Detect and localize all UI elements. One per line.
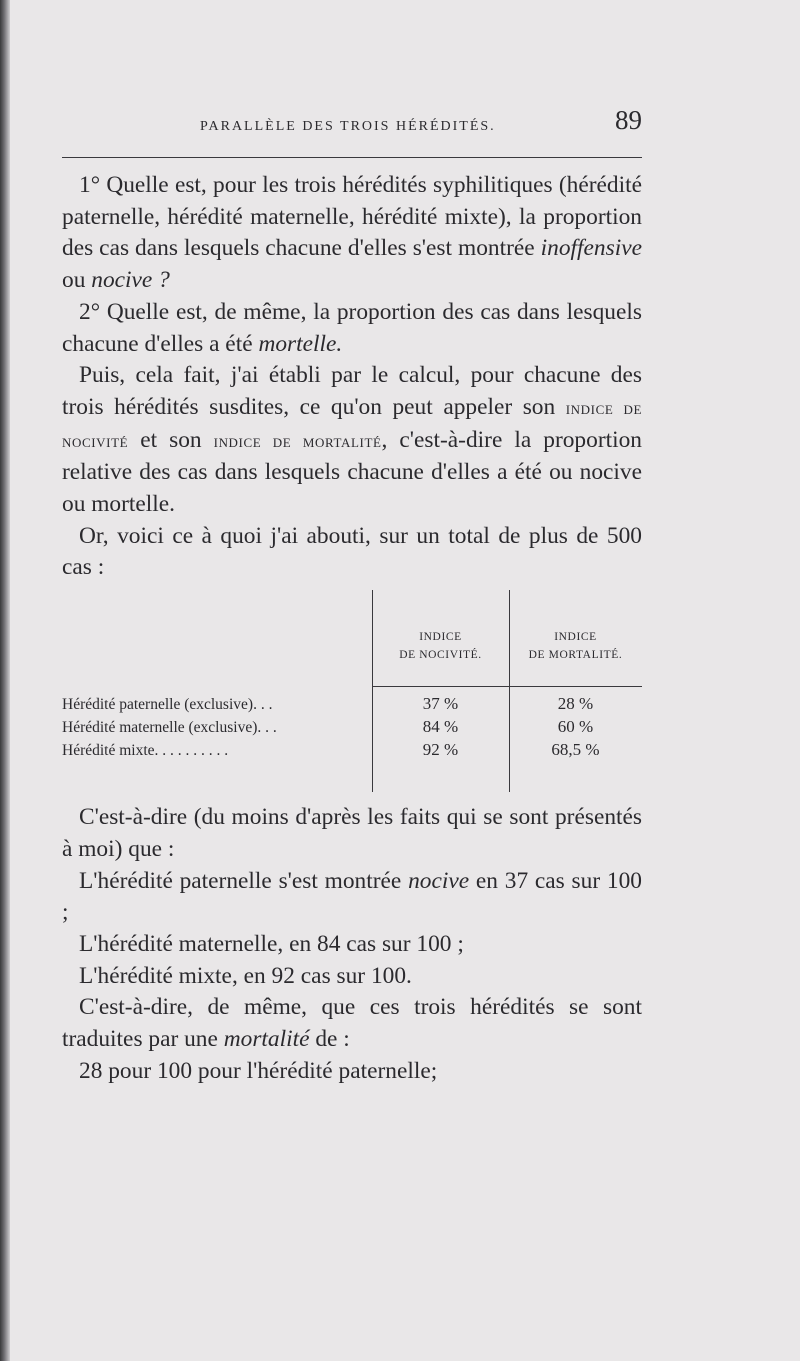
table-cell-nocivite: 37 % [422,694,459,714]
paragraph-paternal: L'hérédité paternelle s'est montrée nocive en 37 cas sur 100 ; [62,867,643,926]
running-title: PARALLÈLE DES TROIS HÉRÉDITÉS. [200,119,496,134]
paragraph-mortality: C'est-à-dire, de même, que ces trois hérédités se sont traduites par une mortalité de : [62,994,642,1053]
table-cell-mortalite: 60 % [557,717,594,737]
running-head [62,105,642,157]
table-vertical-rule-2 [509,590,510,792]
table-header-rule [372,686,642,687]
results-table [62,590,642,792]
paragraph-result-intro: Or, voici ce à quoi j'ai abouti, sur un total de plus de 500 cas : [62,522,642,581]
book-binding-edge [0,0,10,1361]
table-cell-mortalite: 68,5 % [551,740,600,760]
table-cell-nocivite: 92 % [422,740,459,760]
column-header-mortalite: INDICE DE MORTALITÉ. [528,631,623,662]
paragraph-question-1: 1° Quelle est, pour les trois hérédités syphilitiques (hérédité paternelle, hérédité maternelle, hérédité mixte), la proportion des cas dans lesquels chacune d'elles s'est montrée inoffensive ou nocive ? [62,172,642,294]
table-vertical-rule-1 [372,590,373,792]
paragraph-method: Puis, cela fait, j'ai établi par le calcul, pour chacune des trois hérédités susdites, ce qu'on peut appeler son indice de nocivité et son indice de mortalité, c'est-à-dire la proportion relative des cas dans lesquels chacune d'elles a été ou nocive ou mortelle. [62,362,642,518]
table-row-label: Hérédité maternelle (exclusive). . . [62,719,277,737]
paragraph-mortality-paternal: 28 pour 100 pour l'hérédité paternelle; [79,1057,438,1084]
column-header-nocivite: INDICE DE NOCIVITÉ. [399,631,482,662]
paragraph-summary: C'est-à-dire (du moins d'après les faits qui se sont présentés à moi) que : [62,804,642,862]
page-number: 89 [615,105,642,135]
table-cell-nocivite: 84 % [422,717,459,737]
paragraph-maternal: L'hérédité maternelle, en 84 cas sur 100 ; [79,930,464,957]
paragraph-question-2: 2° Quelle est, de même, la proportion des cas dans lesquels chacune d'elles a été mortelle. [62,298,642,357]
table-row-label: Hérédité paternelle (exclusive). . . [62,696,273,714]
book-page [62,105,642,1087]
paragraph-mixed: L'hérédité mixte, en 92 cas sur 100. [79,962,412,989]
table-row-label: Hérédité mixte. . . . . . . . . . [62,742,229,760]
table-cell-mortalite: 28 % [557,694,594,714]
header-rule [62,157,642,158]
